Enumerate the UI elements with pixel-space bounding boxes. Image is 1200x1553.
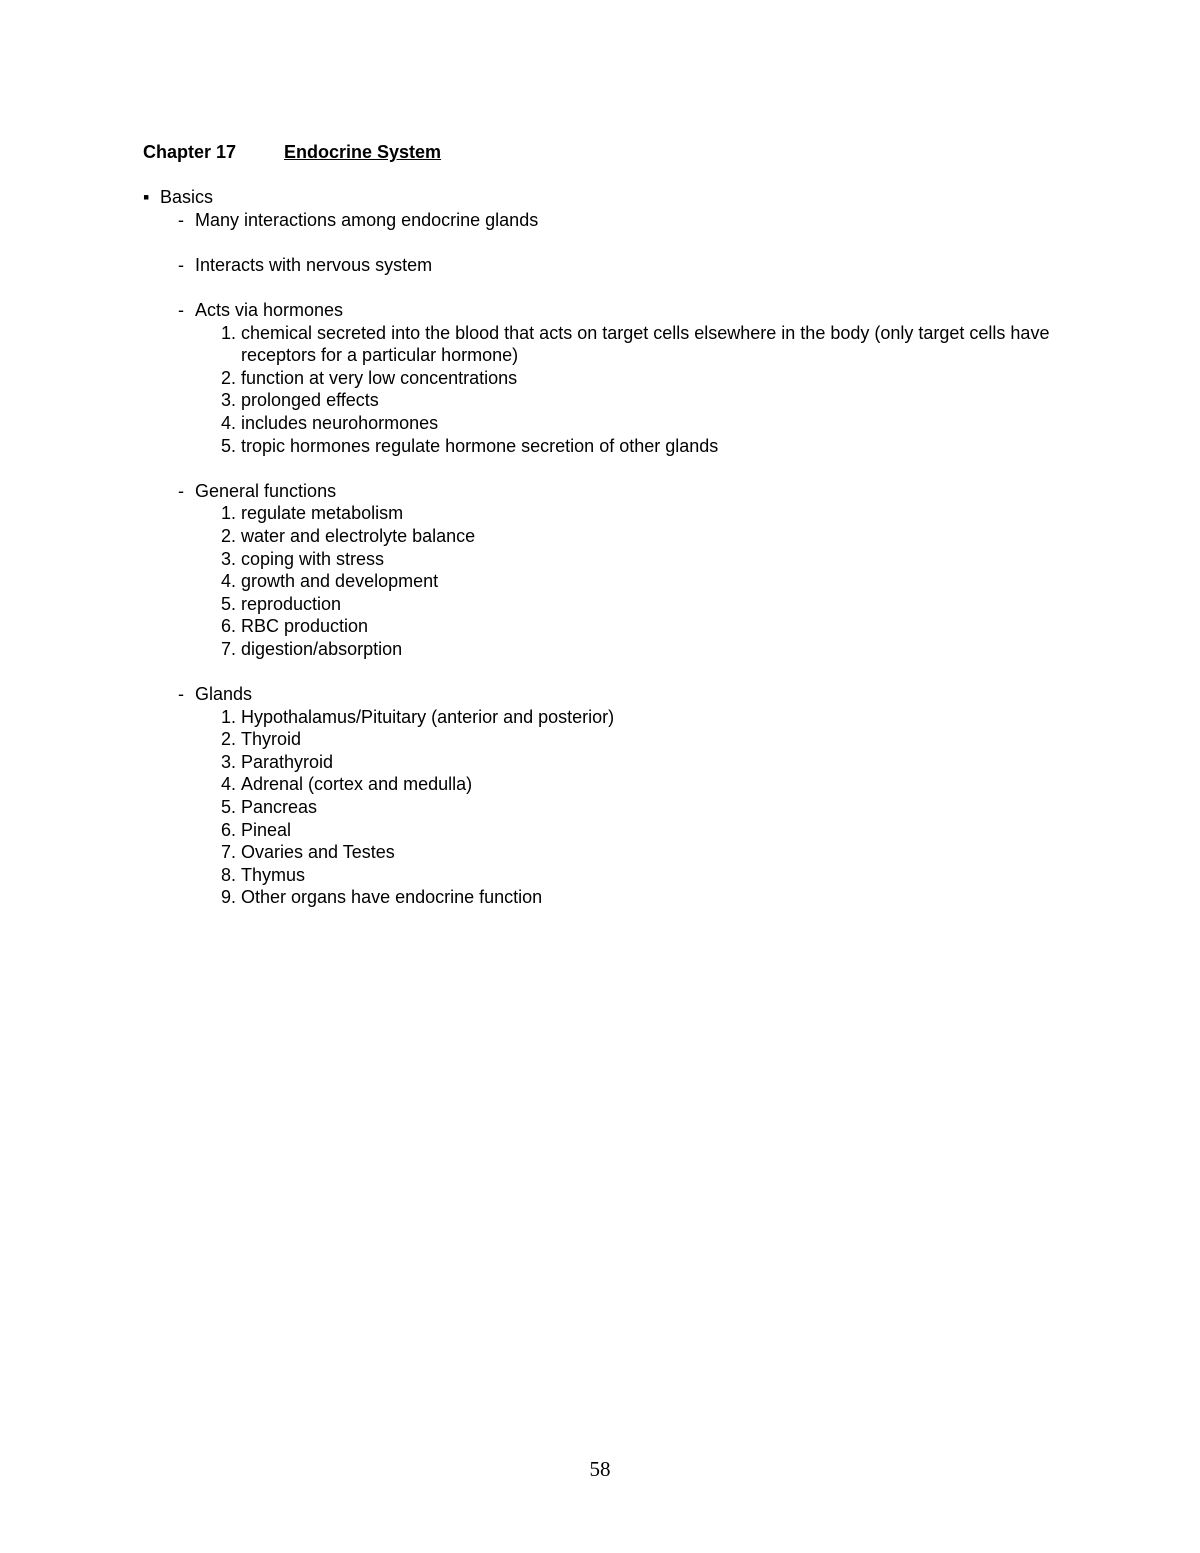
chapter-heading	[143, 142, 441, 163]
list-item	[143, 773, 1063, 796]
list-number: 1.	[220, 503, 236, 524]
list-item-text: regulate metabolism	[241, 503, 404, 524]
dash-marker: -	[178, 684, 184, 705]
list-item-text: prolonged effects	[241, 390, 379, 411]
list-item	[143, 502, 1063, 525]
section-label: Basics	[160, 187, 214, 207]
dash-marker: -	[178, 209, 184, 230]
list-item-text: RBC production	[241, 616, 369, 637]
list-item	[143, 638, 1063, 661]
list-number: 7.	[220, 842, 236, 863]
item-text: General functions	[195, 480, 337, 501]
list-item-text: chemical secreted into the blood that acts on target cells elsewhere in the body (only target cells have receptors for a particular hormone)	[241, 322, 1050, 366]
list-item	[143, 593, 1063, 616]
list-item	[143, 367, 1063, 390]
spacer	[143, 276, 1063, 299]
list-item	[143, 435, 1063, 458]
item-text: Acts via hormones	[195, 299, 344, 320]
spacer	[143, 660, 1063, 683]
chapter-title: Endocrine System	[284, 142, 442, 162]
square-bullet-icon: ▪	[143, 187, 150, 207]
list-number: 3.	[220, 390, 236, 411]
list-number: 6.	[220, 819, 236, 840]
list-number: 5.	[220, 435, 236, 456]
list-item-text: Thyroid	[241, 729, 302, 750]
list-item-text: digestion/absorption	[241, 638, 403, 659]
dash-marker: -	[178, 480, 184, 501]
list-item-text: reproduction	[241, 593, 342, 614]
list-item	[143, 615, 1063, 638]
list-number: 5.	[220, 593, 236, 614]
list-item-text: growth and development	[241, 571, 439, 592]
list-number: 7.	[220, 638, 236, 659]
list-number: 2.	[220, 729, 236, 750]
list-item-text: Adrenal (cortex and medulla)	[241, 774, 473, 795]
list-item	[143, 841, 1063, 864]
chapter-number: Chapter 17	[143, 142, 237, 162]
list-item-text: function at very low concentrations	[241, 367, 518, 388]
list-item	[143, 322, 1063, 367]
list-item	[143, 525, 1063, 548]
list-number: 4.	[220, 774, 236, 795]
list-number: 6.	[220, 616, 236, 637]
list-number: 3.	[220, 548, 236, 569]
item-text: Interacts with nervous system	[195, 254, 433, 275]
item-text: Glands	[195, 684, 253, 705]
list-item	[143, 570, 1063, 593]
list-item	[143, 728, 1063, 751]
list-item	[143, 389, 1063, 412]
list-item	[143, 864, 1063, 887]
dash-marker: -	[178, 254, 184, 275]
list-item-text: Pancreas	[241, 797, 318, 818]
list-item-text: Other organs have endocrine function	[241, 887, 543, 908]
list-item-text: Parathyroid	[241, 751, 334, 772]
list-item	[143, 886, 1063, 909]
dash-marker: -	[178, 299, 184, 320]
item-general-functions	[143, 480, 1063, 503]
list-number: 1.	[220, 706, 236, 727]
spacer	[143, 457, 1063, 480]
list-number: 5.	[220, 797, 236, 818]
list-number: 3.	[220, 751, 236, 772]
item-glands	[143, 683, 1063, 706]
list-item	[143, 548, 1063, 571]
list-item	[143, 796, 1063, 819]
outline	[143, 186, 1063, 909]
page-number: 58	[589, 1457, 611, 1481]
list-number: 4.	[220, 571, 236, 592]
list-number: 1.	[220, 322, 236, 343]
list-item-text: Hypothalamus/Pituitary (anterior and posterior)	[241, 706, 615, 727]
list-item	[143, 751, 1063, 774]
item-text: Many interactions among endocrine glands	[195, 209, 539, 230]
list-item-text: Thymus	[241, 864, 306, 885]
list-item	[143, 706, 1063, 729]
spacer	[143, 231, 1063, 254]
list-item-text: Pineal	[241, 819, 292, 840]
list-item-text: coping with stress	[241, 548, 385, 569]
item-interactions	[143, 209, 1063, 232]
list-number: 2.	[220, 525, 236, 546]
list-item	[143, 819, 1063, 842]
list-item-text: Ovaries and Testes	[241, 842, 395, 863]
list-item	[143, 412, 1063, 435]
section-basics	[143, 186, 1063, 209]
list-number: 4.	[220, 412, 236, 433]
item-nervous-system	[143, 254, 1063, 277]
item-hormones	[143, 299, 1063, 322]
list-item-text: includes neurohormones	[241, 412, 439, 433]
list-item-text: tropic hormones regulate hormone secretion of other glands	[241, 435, 719, 456]
list-number: 2.	[220, 367, 236, 388]
list-item-text: water and electrolyte balance	[241, 525, 476, 546]
list-number: 8.	[220, 864, 236, 885]
list-number: 9.	[220, 887, 236, 908]
